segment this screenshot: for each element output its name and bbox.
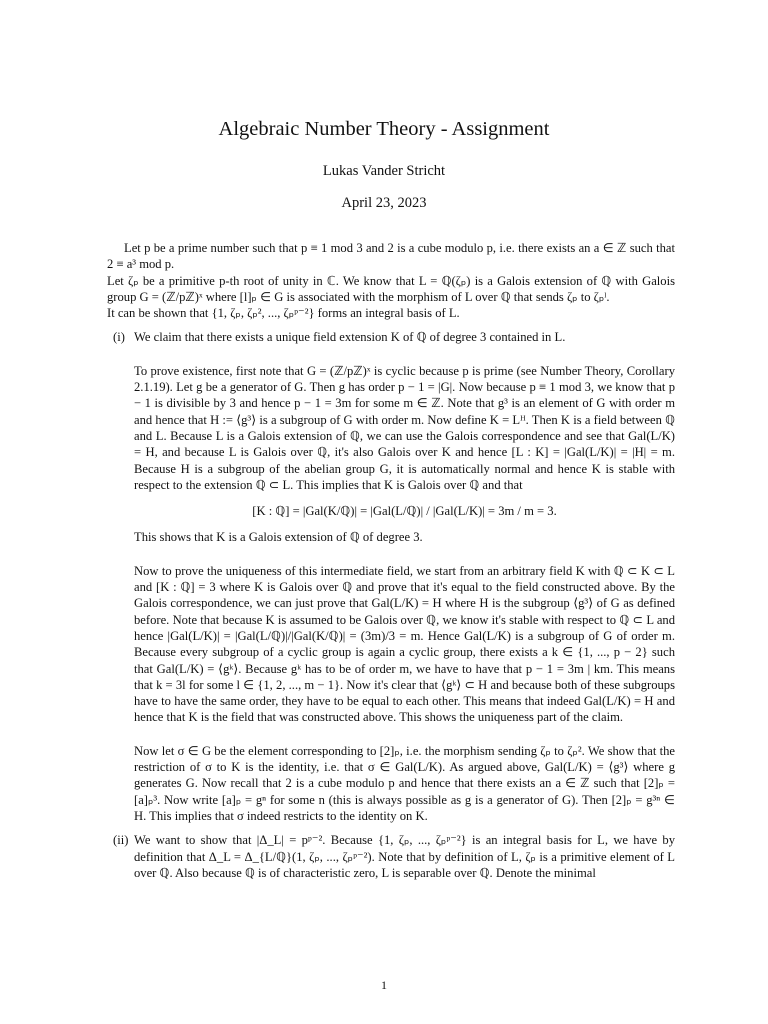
document-date: April 23, 2023 bbox=[341, 195, 427, 211]
item-i bbox=[107, 329, 675, 824]
item-ii-label: (ii) bbox=[113, 833, 129, 848]
item-ii-text: We want to show that |Δ_L| = pᵖ⁻². Because {1, ζₚ, ..., ζₚᵖ⁻²} is an integral basis for L, we have by definition that Δ_L = Δ_{L/ℚ}(1, ζₚ, ..., ζₚᵖ⁻²). Note that by definition of L, ζₚ is a primitive element of L over ℚ. Also because ℚ is of characteristic zero, L is separable over ℚ. Denote the minimal bbox=[134, 833, 675, 880]
document-title: Algebraic Number Theory - Assignment bbox=[218, 118, 550, 140]
item-i-uniqueness-paragraph: Now to prove the uniqueness of this intermediate field, we start from an arbitrary field K with ℚ ⊂ K ⊂ L and [K : ℚ] = 3 where K is Galois over ℚ and prove that it's equal to the field constructed above. By the Galois correspondence, we can just prove that Gal(L/K) = H where H is the subgroup ⟨g³⟩ of G as defined before. Note that because K is assumed to be Galois over ℚ, we know it's stable with respect to ℚ ⊂ L and hence |Gal(L/K)| = |Gal(L/ℚ)|/|Gal(K/ℚ)| = (3m)/3 = m. Hence Gal(L/K) is a subgroup of G of order m. Because every subgroup of a cyclic group is again a cyclic group, there exists a k ∈ {1, ..., p − 2} such that Gal(L/K) = ⟨gᵏ⟩. Because gᵏ has to be of order m, we have to have that p − 1 = 3m | km. This means that k = 3l for some l ∈ {1, 2, ..., m − 1}. Now it's clear that ⟨gᵏ⟩ ⊂ H and because both of these subgroups have to have the same order, they have to be equal to each other. This means that indeed Gal(L/K) = H and hence that K is the field that was constructed above. This shows the uniqueness part of the claim. bbox=[134, 563, 675, 725]
document-author: Lukas Vander Stricht bbox=[322, 163, 446, 179]
intro-paragraph-2: Let ζₚ be a primitive p-th root of unity in ℂ. We know that L = ℚ(ζₚ) is a Galois extension of ℚ with Galois group G = (ℤ/pℤ)ˣ where [l]ₚ ∈ G is associated with the morphism of L over ℚ that sends ζₚ to ζₚˡ. bbox=[107, 273, 675, 304]
item-ii bbox=[107, 832, 675, 881]
item-i-claim: We claim that there exists a unique field extension K of ℚ of degree 3 contained in L. bbox=[134, 330, 566, 345]
degree-equation: [K : ℚ] = |Gal(K/ℚ)| = |Gal(L/ℚ)| / |Gal(L/K)| = 3m / m = 3. bbox=[252, 504, 557, 519]
intro-paragraph-3: It can be shown that {1, ζₚ, ζₚ², ..., ζₚᵖ⁻²} forms an integral basis of L. bbox=[107, 306, 460, 321]
item-i-conclusion: This shows that K is a Galois extension of ℚ of degree 3. bbox=[134, 530, 423, 545]
item-i-existence-paragraph: To prove existence, first note that G = (ℤ/pℤ)ˣ is cyclic because p is prime (see Number Theory, Corollary 2.1.19). Let g be a generator of G. Then g has order p − 1 = |G|. Now because p ≡ 1 mod 3, we know that p − 1 is divisible by 3 and hence p − 1 = 3m for some m ∈ ℤ. Note that g³ is an element of G with order m and hence that H := ⟨g³⟩ is a subgroup of G with order m. Now define K = Lᴴ. Then K is a field between ℚ and L. Because L is a Galois extension of ℚ, we can use the Galois correspondence and see that Gal(L/K) = H, and because L is Galois over ℚ, it's also Galois over K and hence [L : K] = |Gal(L/K)| = |H| = m. Because H is a subgroup of the abelian group G, it is automatically normal and hence K is stable with respect to the extension ℚ ⊂ L. This implies that K is Galois over ℚ and that bbox=[134, 363, 675, 492]
document-body bbox=[107, 240, 675, 881]
intro-paragraph-1: Let p be a prime number such that p ≡ 1 mod 3 and 2 is a cube modulo p, i.e. there exists an a ∈ ℤ such that 2 ≡ a³ mod p. bbox=[107, 241, 675, 272]
item-i-sigma-paragraph: Now let σ ∈ G be the element corresponding to [2]ₚ, i.e. the morphism sending ζₚ to ζₚ². We show that the restriction of σ to K is the identity, i.e. that σ ∈ Gal(L/K). As argued above, Gal(L/K) = ⟨g³⟩ where g generates G. Now recall that 2 is a cube modulo p and hence that there exists an a ∈ ℤ such that [2]ₚ = [a]ₚ³. Now write [a]ₚ = gⁿ for some n (this is always possible as g is a generator of G). Then [2]ₚ = g³ⁿ ∈ H. This implies that σ indeed restricts to the identity on K. bbox=[134, 743, 675, 823]
item-i-label: (i) bbox=[113, 330, 125, 345]
page-number: 1 bbox=[381, 978, 387, 992]
